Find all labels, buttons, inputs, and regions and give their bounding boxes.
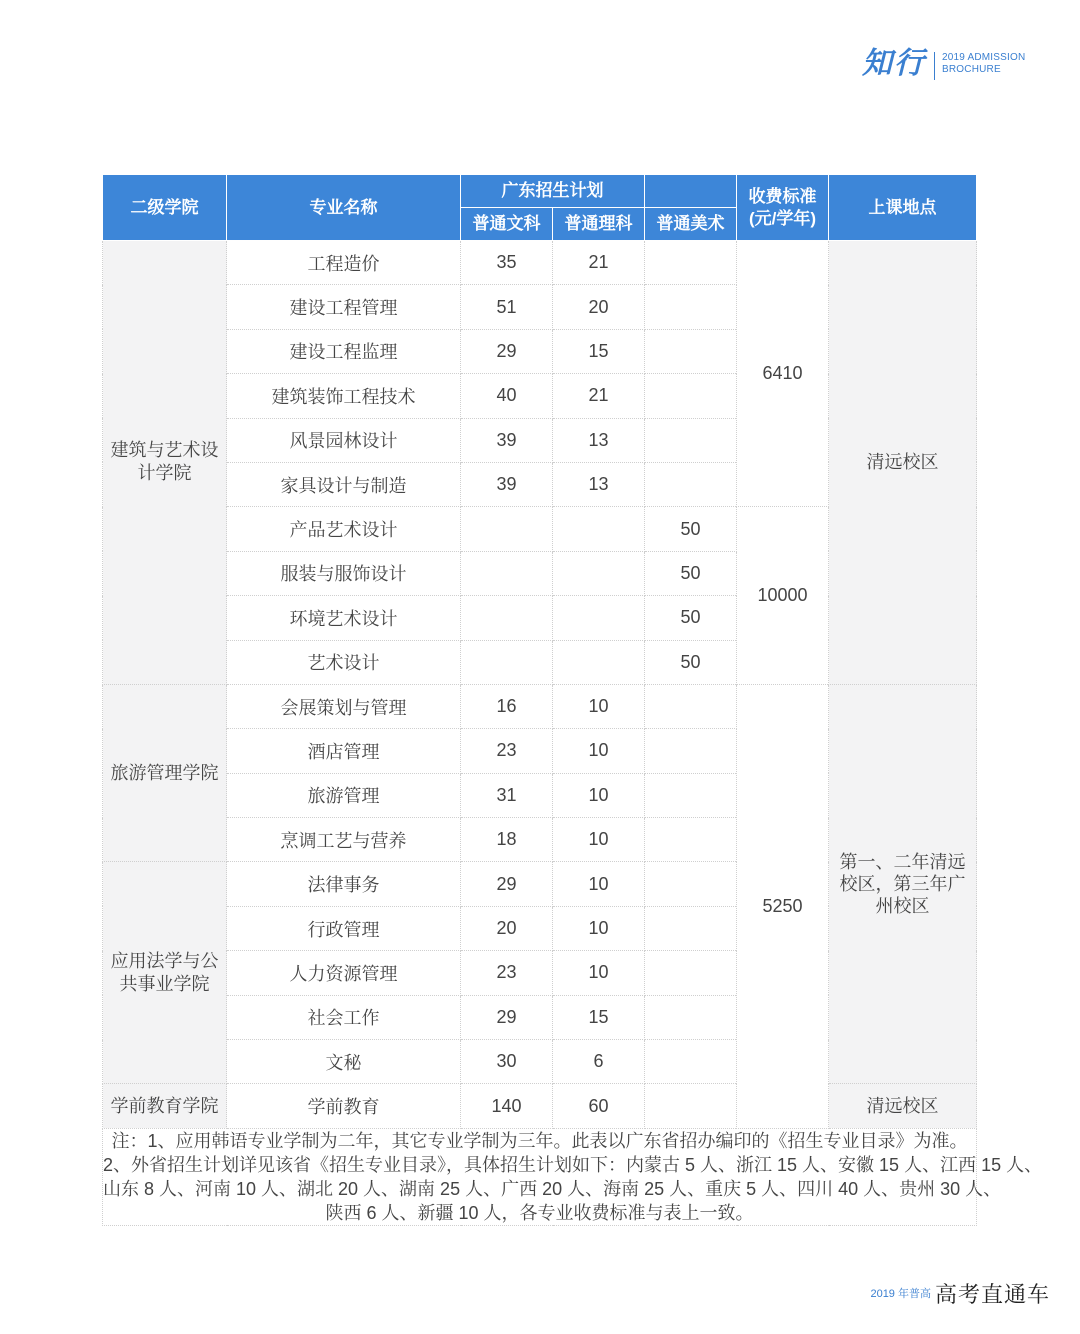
major-cell: 风景园林设计	[227, 418, 461, 462]
location-cell: 清远校区	[829, 1084, 977, 1128]
art-cell	[645, 1040, 737, 1084]
major-cell: 会展策划与管理	[227, 684, 461, 728]
liberal-arts-cell: 30	[461, 1040, 553, 1084]
liberal-arts-cell: 29	[461, 862, 553, 906]
major-cell: 人力资源管理	[227, 951, 461, 995]
major-cell: 行政管理	[227, 906, 461, 950]
science-cell: 10	[553, 951, 645, 995]
science-cell: 13	[553, 462, 645, 506]
science-cell: 10	[553, 862, 645, 906]
brochure-line-2: BROCHURE	[942, 64, 1001, 75]
header-major: 专业名称	[227, 175, 461, 241]
art-cell: 50	[645, 551, 737, 595]
liberal-arts-cell	[461, 596, 553, 640]
science-cell: 10	[553, 729, 645, 773]
liberal-arts-cell: 35	[461, 241, 553, 285]
liberal-arts-cell	[461, 507, 553, 551]
table-row	[103, 1084, 977, 1128]
science-cell: 10	[553, 818, 645, 862]
art-cell	[645, 773, 737, 817]
science-cell: 60	[553, 1084, 645, 1128]
major-cell: 法律事务	[227, 862, 461, 906]
art-cell	[645, 374, 737, 418]
art-cell	[645, 1084, 737, 1128]
science-cell: 15	[553, 995, 645, 1039]
header-liberal-arts: 普通文科	[461, 208, 553, 241]
science-cell	[553, 551, 645, 595]
science-cell	[553, 640, 645, 684]
major-cell: 家具设计与制造	[227, 462, 461, 506]
liberal-arts-cell	[461, 640, 553, 684]
science-cell: 10	[553, 684, 645, 728]
footer-caption: 2019 年普高	[870, 1288, 931, 1300]
liberal-arts-cell: 16	[461, 684, 553, 728]
major-cell: 艺术设计	[227, 640, 461, 684]
location-cell: 第一、二年清远校区，第三年广州校区	[829, 684, 977, 1084]
liberal-arts-cell	[461, 551, 553, 595]
table-row	[103, 241, 977, 285]
logo-divider	[934, 52, 935, 80]
art-cell	[645, 951, 737, 995]
header-science: 普通理科	[553, 208, 645, 241]
liberal-arts-cell: 29	[461, 329, 553, 373]
liberal-arts-cell: 23	[461, 951, 553, 995]
note-line: 陕西 6 人、新疆 10 人，各专业收费标准与表上一致。	[325, 1202, 754, 1223]
liberal-arts-cell: 140	[461, 1084, 553, 1128]
location-cell: 清远校区	[829, 241, 977, 685]
science-cell	[553, 507, 645, 551]
science-cell: 6	[553, 1040, 645, 1084]
liberal-arts-cell: 40	[461, 374, 553, 418]
table-row	[103, 684, 977, 728]
major-cell: 学前教育	[227, 1084, 461, 1128]
note-line: 2、外省招生计划详见该省《招生专业目录》，具体招生计划如下：内蒙古 5 人、浙江 15 人、安徽 15 人、江西 15 人、	[103, 1154, 1043, 1175]
notes-cell	[103, 1128, 1043, 1225]
brochure-label	[942, 52, 1025, 76]
logo-mark: 知行	[862, 46, 926, 81]
science-cell: 10	[553, 906, 645, 950]
liberal-arts-cell: 31	[461, 773, 553, 817]
header-fee: 收费标准(元/学年)	[737, 175, 829, 241]
fee-cell: 6410	[737, 241, 829, 507]
art-cell: 50	[645, 507, 737, 551]
art-cell: 50	[645, 640, 737, 684]
page-footer	[870, 1278, 1050, 1308]
major-cell: 社会工作	[227, 995, 461, 1039]
art-cell	[645, 995, 737, 1039]
art-cell	[645, 862, 737, 906]
art-cell	[645, 285, 737, 329]
major-cell: 文秘	[227, 1040, 461, 1084]
note-line: 注：1、应用韩语专业学制为二年，其它专业学制为三年。此表以广东省招办编印的《招生专业目录》为准。	[111, 1130, 968, 1151]
note-line: 山东 8 人、河南 10 人、湖北 20 人、湖南 25 人、广西 20 人、海南 25 人、重庆 5 人、四川 40 人、贵州 30 人、	[103, 1178, 1002, 1199]
fee-cell: 5250	[737, 684, 829, 1128]
science-cell: 13	[553, 418, 645, 462]
art-cell	[645, 729, 737, 773]
major-cell: 建筑装饰工程技术	[227, 374, 461, 418]
major-cell: 烹调工艺与营养	[227, 818, 461, 862]
liberal-arts-cell: 18	[461, 818, 553, 862]
major-cell: 旅游管理	[227, 773, 461, 817]
major-cell: 建设工程管理	[227, 285, 461, 329]
major-cell: 服装与服饰设计	[227, 551, 461, 595]
college-cell: 旅游管理学院	[103, 684, 227, 862]
header-guangdong-plan: 广东招生计划	[461, 175, 645, 208]
brand-logo	[862, 46, 1052, 90]
art-cell	[645, 818, 737, 862]
header-college: 二级学院	[103, 175, 227, 241]
admission-plan-table	[102, 174, 1043, 1226]
liberal-arts-cell: 29	[461, 995, 553, 1039]
science-cell: 15	[553, 329, 645, 373]
science-cell: 21	[553, 374, 645, 418]
college-cell: 建筑与艺术设计学院	[103, 241, 227, 685]
art-cell	[645, 418, 737, 462]
major-cell: 产品艺术设计	[227, 507, 461, 551]
major-cell: 环境艺术设计	[227, 596, 461, 640]
major-cell: 建设工程监理	[227, 329, 461, 373]
liberal-arts-cell: 39	[461, 418, 553, 462]
liberal-arts-cell: 23	[461, 729, 553, 773]
college-cell: 应用法学与公共事业学院	[103, 862, 227, 1084]
art-cell	[645, 241, 737, 285]
liberal-arts-cell: 51	[461, 285, 553, 329]
header-art: 普通美术	[645, 208, 737, 241]
art-cell	[645, 906, 737, 950]
art-cell	[645, 329, 737, 373]
science-cell	[553, 596, 645, 640]
header-plan-blank	[645, 175, 737, 208]
header-location: 上课地点	[829, 175, 977, 241]
footer-brand-watermark: 高考直通车	[934, 1281, 1050, 1307]
art-cell: 50	[645, 596, 737, 640]
science-cell: 20	[553, 285, 645, 329]
science-cell: 10	[553, 773, 645, 817]
brochure-line-1: 2019 ADMISSION	[942, 52, 1026, 63]
major-cell: 工程造价	[227, 241, 461, 285]
college-cell: 学前教育学院	[103, 1084, 227, 1128]
art-cell	[645, 462, 737, 506]
notes-row	[103, 1128, 977, 1225]
art-cell	[645, 684, 737, 728]
science-cell: 21	[553, 241, 645, 285]
liberal-arts-cell: 39	[461, 462, 553, 506]
liberal-arts-cell: 20	[461, 906, 553, 950]
major-cell: 酒店管理	[227, 729, 461, 773]
fee-cell: 10000	[737, 507, 829, 685]
